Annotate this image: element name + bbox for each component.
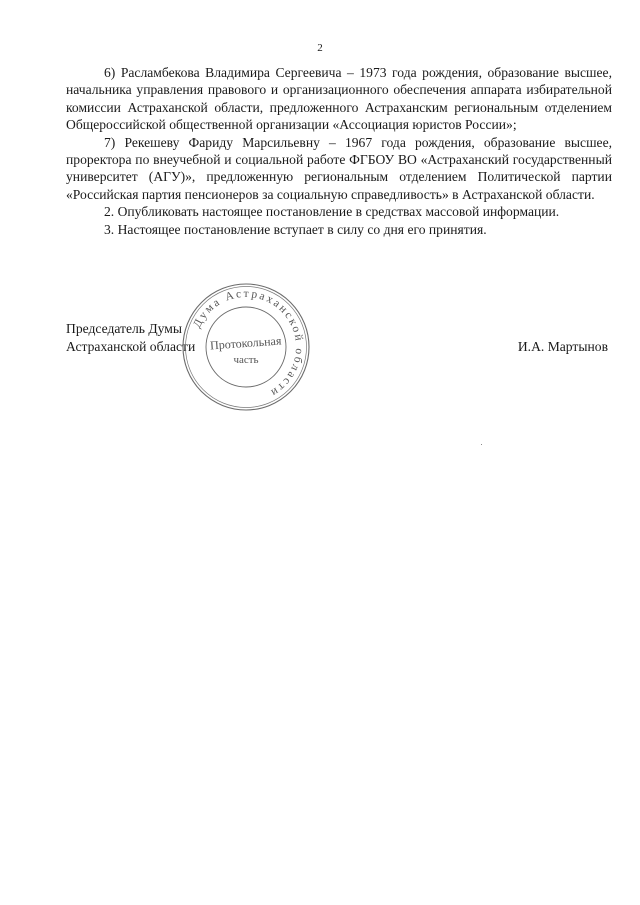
scan-speck [481,444,482,445]
paragraph-publish: 2. Опубликовать настоящее постановление в средствах массовой информации. [104,204,560,220]
stamp-center-line1: Протокольная [209,333,282,353]
stamp-ring-text: Дума Астраханской области [191,287,306,400]
paragraph-item-6: 6) Расламбекова Владимира Сергеевича – 1973 года рождения, образование высшее, начальника управления правового и организационного обеспечения аппарата избирательной комиссии Астраханской области, предложенного Астраханским региональным отделением Общероссийской общественной организации «Ассоциация юристов России»; [66,65,612,133]
signatory-name: И.А. Мартынов [517,339,608,354]
stamp-center-line2: часть [233,354,259,366]
document-body [66,64,612,238]
signatory-title [66,320,195,356]
page-number: 2 [317,42,323,54]
signatory-title-line2: Астраханской области [66,339,196,354]
signatory-title-line1: Председатель Думы [66,321,183,336]
official-stamp [180,281,312,413]
paragraph-item-7: 7) Рекешеву Фариду Марсильевну – 1967 года рождения, образование высшее, проректора по внеучебной и социальной работе ФГБОУ ВО «Астраханский государственный университет (АГУ)», предложенную региональным отделением Политической партии «Российская партия пенсионеров за социальную справедливость» в Астраханской области. [66,134,612,202]
paragraph-effective: 3. Настоящее постановление вступает в силу со дня его принятия. [104,221,487,237]
